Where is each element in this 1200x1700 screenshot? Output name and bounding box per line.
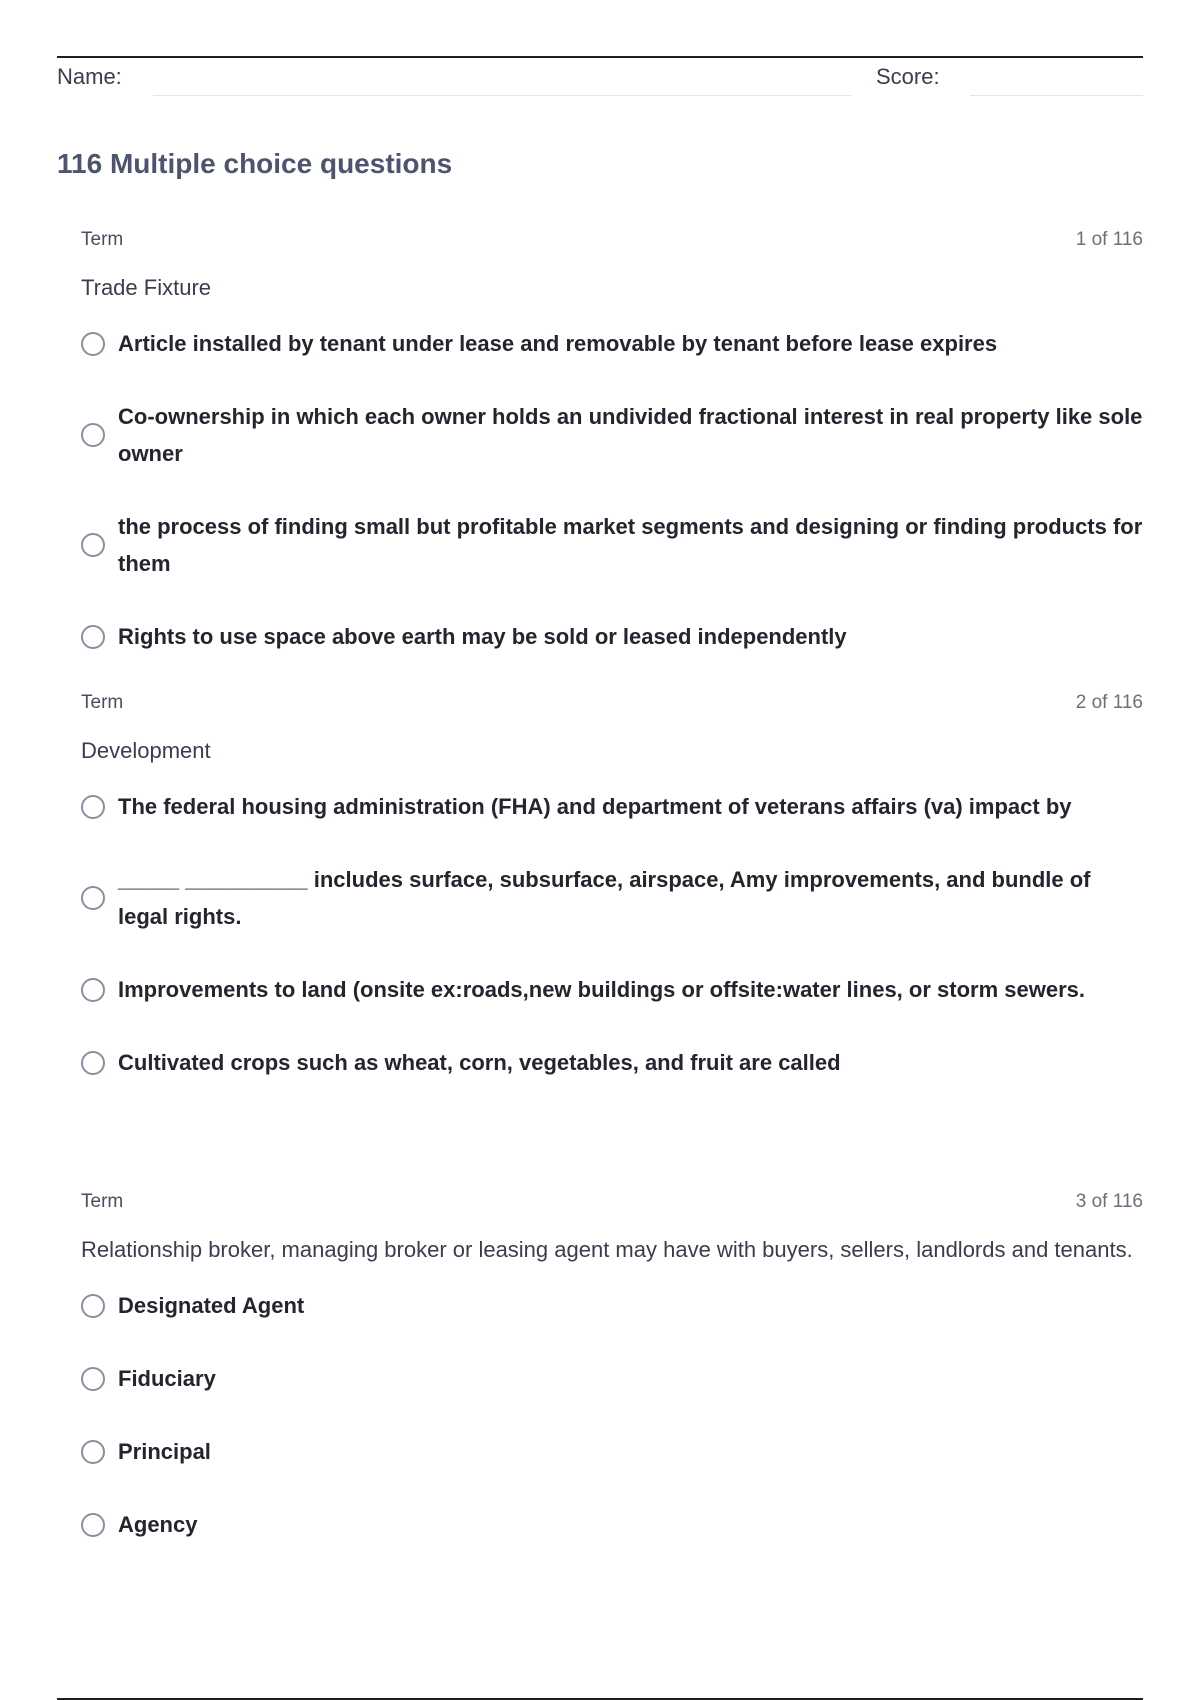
option-label: _____ __________ includes surface, subsurface, airspace, Amy improvements, and bundle of legal rights. — [118, 867, 1091, 929]
question-card — [81, 229, 1143, 691]
radio-button[interactable] — [81, 1513, 105, 1537]
answer-option[interactable] — [81, 398, 1143, 472]
radio-button[interactable] — [81, 795, 105, 819]
term-label: Term — [81, 1191, 124, 1212]
radio-button[interactable] — [81, 332, 105, 356]
header-row — [57, 62, 1143, 98]
option-label: Improvements to land (onsite ex:roads,new buildings or offsite:water lines, or storm sewers. — [118, 977, 1085, 1002]
radio-button[interactable] — [81, 886, 105, 910]
name-label: Name: — [57, 64, 122, 89]
question-meta — [81, 229, 1143, 255]
options-list — [81, 788, 1143, 1081]
radio-button[interactable] — [81, 1367, 105, 1391]
question-counter: 1 of 116 — [1075, 229, 1143, 250]
question-term: Development — [81, 738, 211, 763]
option-label: Fiduciary — [118, 1366, 216, 1391]
score-field[interactable] — [970, 95, 1143, 96]
radio-button[interactable] — [81, 625, 105, 649]
radio-button[interactable] — [81, 1051, 105, 1075]
answer-option[interactable] — [81, 971, 1143, 1008]
radio-button[interactable] — [81, 978, 105, 1002]
options-list — [81, 325, 1143, 655]
section-title: 116 Multiple choice questions — [57, 148, 453, 179]
score-label: Score: — [876, 64, 940, 89]
quiz-page — [57, 0, 1143, 1700]
answer-option[interactable] — [81, 1433, 1143, 1470]
option-label: Article installed by tenant under lease and removable by tenant before lease expires — [118, 331, 998, 356]
option-label: the process of finding small but profitable market segments and designing or finding products for them — [118, 514, 1143, 576]
answer-option[interactable] — [81, 508, 1143, 582]
answer-option[interactable] — [81, 1360, 1143, 1397]
answer-option[interactable] — [81, 1044, 1143, 1081]
question-meta — [81, 692, 1143, 718]
question-term: Relationship broker, managing broker or leasing agent may have with buyers, sellers, landlords and tenants. — [81, 1237, 1133, 1262]
question-card — [81, 1191, 1143, 1579]
option-label: Cultivated crops such as wheat, corn, vegetables, and fruit are called — [118, 1050, 841, 1075]
question-card — [81, 692, 1143, 1117]
radio-button[interactable] — [81, 1294, 105, 1318]
answer-option[interactable] — [81, 861, 1143, 935]
radio-button[interactable] — [81, 423, 105, 447]
radio-button[interactable] — [81, 1440, 105, 1464]
term-label: Term — [81, 229, 124, 250]
option-label: Co-ownership in which each owner holds an undivided fractional interest in real property like sole owner — [118, 404, 1143, 466]
answer-option[interactable] — [81, 1287, 1143, 1324]
radio-button[interactable] — [81, 533, 105, 557]
option-label: Principal — [118, 1439, 211, 1464]
term-label: Term — [81, 692, 124, 713]
option-label: Rights to use space above earth may be sold or leased independently — [118, 624, 847, 649]
question-counter: 2 of 116 — [1075, 692, 1143, 713]
top-divider — [57, 56, 1143, 58]
answer-option[interactable] — [81, 325, 1143, 362]
option-label: The federal housing administration (FHA) and department of veterans affairs (va) impact by — [118, 794, 1072, 819]
question-counter: 3 of 116 — [1075, 1191, 1143, 1212]
answer-option[interactable] — [81, 788, 1143, 825]
option-label: Agency — [118, 1512, 198, 1537]
name-field[interactable] — [153, 95, 851, 96]
options-list — [81, 1287, 1143, 1543]
answer-option[interactable] — [81, 618, 1143, 655]
question-term: Trade Fixture — [81, 275, 212, 300]
answer-option[interactable] — [81, 1506, 1143, 1543]
option-label: Designated Agent — [118, 1293, 305, 1318]
question-meta — [81, 1191, 1143, 1217]
